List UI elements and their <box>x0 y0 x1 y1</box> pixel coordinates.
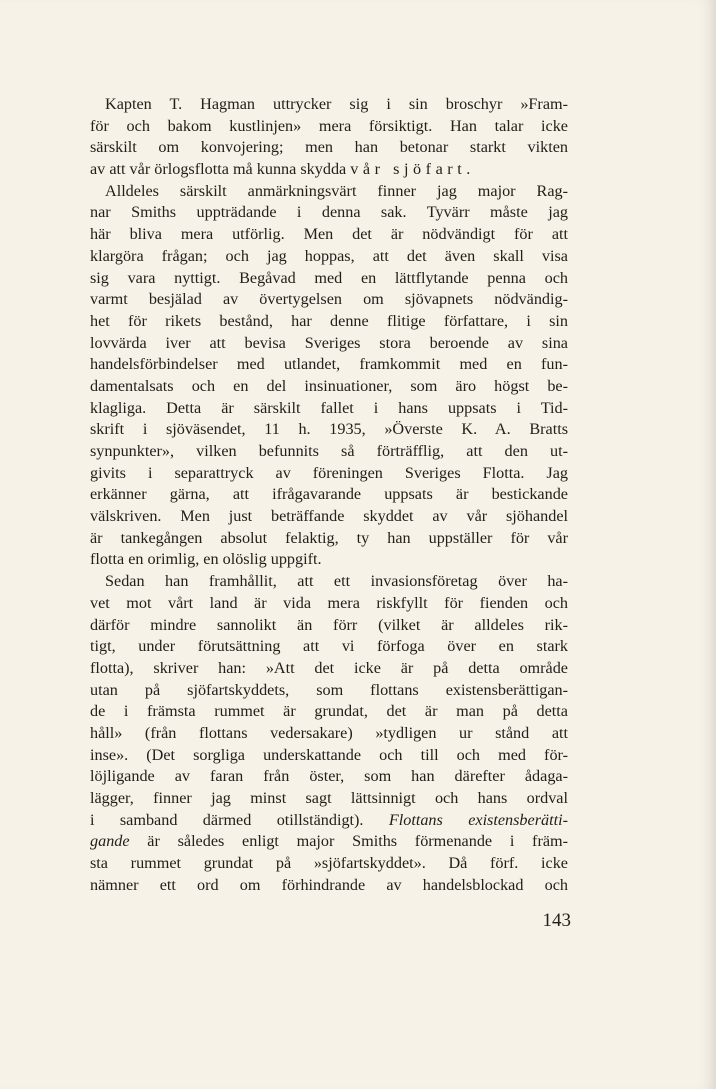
text-line <box>90 853 568 875</box>
text-line <box>90 766 568 788</box>
text-line <box>90 333 568 355</box>
text-line <box>90 571 568 593</box>
line-text: Sedan han framhållit, att ett invasionsföretag över ha- <box>105 572 568 591</box>
text-line <box>90 745 568 767</box>
text-line <box>90 506 568 528</box>
line-text: de i främsta rummet är grundat, det är man på detta <box>90 702 568 721</box>
line-text: varmt besjälad av övertygelsen om sjövapnets nödvändig- <box>90 290 568 309</box>
line-text: här bliva mera utförlig. Men det är nödvändigt för att <box>90 225 568 244</box>
spaced-emphasis: vår sjöfart <box>350 160 467 179</box>
text-line <box>90 549 568 571</box>
line-text: Alldeles särskilt anmärkningsvärt finner jag major Rag- <box>105 181 568 200</box>
line-text: damentalsats och en del insinuationer, som äro högst be- <box>90 376 568 395</box>
body-text <box>90 94 568 896</box>
text-line <box>90 419 568 441</box>
text-line <box>90 463 568 485</box>
line-text: flotta), skriver han: »Att det icke är på detta område <box>90 658 568 677</box>
text-line <box>90 528 568 550</box>
text-line <box>90 224 568 246</box>
text-line <box>90 376 568 398</box>
line-text: lägger, finner jag minst sagt lättsinnigt och hans ordval <box>90 789 568 807</box>
line-text: löjligande av faran från öster, som han därefter ådaga- <box>90 767 568 786</box>
text-line <box>90 159 568 181</box>
line-text: klagliga. Detta är särskilt fallet i hans uppsats i Tid- <box>90 398 568 417</box>
text-line <box>90 658 568 680</box>
text-line <box>90 116 568 138</box>
italic-emphasis: gande <box>90 832 130 851</box>
text-line <box>90 441 568 463</box>
text-line <box>90 94 568 116</box>
text-line <box>90 354 568 376</box>
text-line <box>90 593 568 615</box>
line-text: het för rikets bestånd, har denne flitige författare, i sin <box>90 311 568 330</box>
line-text: inse». (Det sorgliga underskattande och till och med för- <box>90 745 568 764</box>
text-line <box>90 701 568 723</box>
line-text: särskilt om konvojering; men han betonar starkt vikten <box>90 138 568 157</box>
text-line <box>90 289 568 311</box>
text-line <box>90 615 568 637</box>
text-line <box>90 311 568 333</box>
text-line <box>90 246 568 268</box>
line-text: synpunkter», vilken befunnits så förträfflig, att den ut- <box>90 442 568 460</box>
text-line <box>90 831 568 853</box>
line-text: vet mot vårt land är vida mera riskfyllt för fienden och <box>90 593 568 612</box>
line-text: nar Smiths uppträdande i denna sak. Tyvärr måste jag <box>90 203 568 222</box>
line-text: för och bakom kustlinjen» mera försiktigt. Han talar icke <box>90 116 568 135</box>
text-line <box>90 680 568 702</box>
line-text: håll» (från flottans vedersakare) »tydligen ur stånd att <box>90 723 568 742</box>
line-text: av att vår örlogsflotta må kunna skydda <box>90 160 351 179</box>
line-text: nämner ett ord om förhindrande av handelsblockad och <box>90 875 568 894</box>
line-text: lovvärda iver att bevisa Sveriges stora beroende av sina <box>90 333 568 352</box>
text-line <box>90 810 568 832</box>
line-text: givits i separattryck av föreningen Sveriges Flotta. Jag <box>90 463 568 482</box>
line-text: sta rummet grundat på »sjöfartskyddet». Då förf. icke <box>90 854 568 873</box>
line-text: flotta en orimlig, en olöslig uppgift. <box>90 550 322 569</box>
text-line <box>90 268 568 290</box>
text-line <box>90 137 568 159</box>
line-text: sig vara nyttigt. Begåvad med en lättflytande penna och <box>90 268 568 287</box>
text-line <box>90 181 568 203</box>
text-line <box>90 723 568 745</box>
line-text: tigt, under förutsättning att vi förfoga över en stark <box>90 637 568 656</box>
line-text: välskriven. Men just beträffande skyddet av vår sjöhandel <box>90 507 568 526</box>
text-line <box>90 202 568 224</box>
text-line <box>90 484 568 506</box>
text-line <box>90 788 568 810</box>
text-line <box>90 636 568 658</box>
line-text-continued: är således enligt major Smiths förmenande i främ- <box>129 832 568 851</box>
line-text: skrift i sjöväsendet, 11 h. 1935, »Överste K. A. Bratts <box>90 420 568 439</box>
line-text: erkänner gärna, att ifrågavarande uppsats är bestickande <box>90 485 568 504</box>
line-text: därför mindre sannolikt än förr (vilket är alldeles rik- <box>90 615 568 634</box>
line-text: är tankegången absolut felaktig, ty han uppställer för vår <box>90 528 568 547</box>
line-text: handelsförbindelser med utlandet, framkommit med en fun- <box>90 355 568 374</box>
line-text: klargöra frågan; och jag hoppas, att det även skall visa <box>90 246 568 265</box>
text-line <box>90 398 568 420</box>
line-text: i samband därmed otillständigt). <box>90 810 389 829</box>
line-text: utan på sjöfartskyddets, som flottans existensberättigan- <box>90 680 568 699</box>
page-number: 143 <box>542 910 571 931</box>
line-text-continued: . <box>466 160 471 179</box>
text-line <box>90 875 568 897</box>
line-text: Kapten T. Hagman uttrycker sig i sin broschyr »Fram- <box>105 95 568 113</box>
italic-emphasis: Flottans existensberätti- <box>388 810 568 829</box>
